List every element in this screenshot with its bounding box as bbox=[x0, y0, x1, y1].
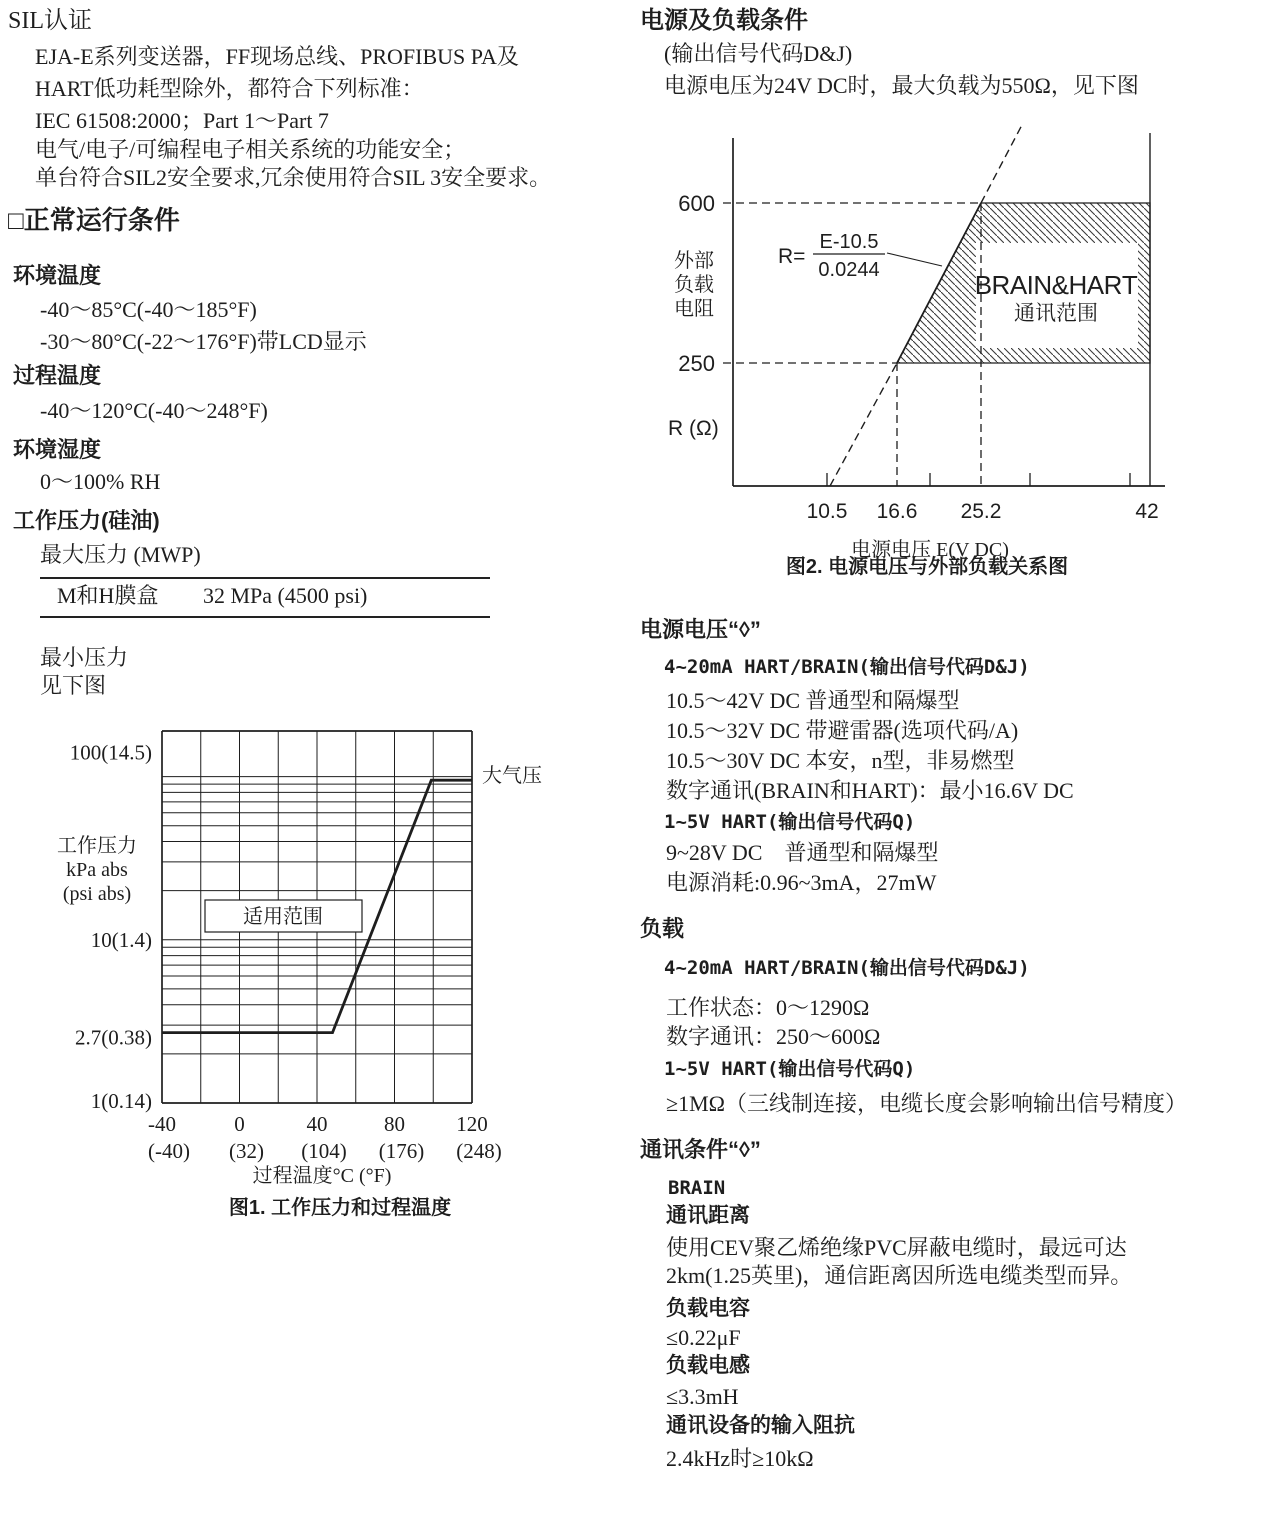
signal-mode-label: 1~5V HART(输出信号代码Q) bbox=[664, 811, 916, 833]
fig1-y-tick-label: 1(0.14) bbox=[90, 1089, 152, 1113]
comm-range-title: BRAIN&HART bbox=[974, 270, 1138, 300]
fig1-y-tick-label: 2.7(0.38) bbox=[75, 1025, 152, 1050]
spec-value: 10.5～30V DC 本安，n型，非易燃型 bbox=[666, 748, 1015, 773]
atmospheric-pressure-label: 大气压 bbox=[482, 765, 542, 787]
fig2-y-axis-unit: R (Ω) bbox=[668, 417, 719, 440]
fig2-y-axis-label: 外部 bbox=[674, 250, 714, 272]
fig1-y-axis-label: 工作压力 bbox=[57, 835, 137, 857]
spec-value: 数字通讯(BRAIN和HART)：最小16.6V DC bbox=[666, 778, 1074, 803]
fig1-x-axis-label: 过程温度°C (°F) bbox=[252, 1165, 392, 1187]
section-heading-load: 负载 bbox=[640, 916, 685, 941]
spec-value: 2.4kHz时≥10kΩ bbox=[666, 1446, 814, 1471]
section-heading-supply-voltage: 电源电压“◊” bbox=[640, 617, 761, 642]
figure2-svg bbox=[640, 110, 1272, 600]
spec-mwp-subheading: 最大压力 (MWP) bbox=[40, 542, 201, 567]
spec-process-temp-heading: 过程温度 bbox=[13, 363, 102, 388]
applicable-range-label: 适用范围 bbox=[243, 906, 323, 928]
fig1-y-tick-label: 100(14.5) bbox=[69, 740, 152, 765]
fig1-x-tick-celsius: -40 bbox=[148, 1112, 176, 1136]
comm-inductance-heading: 负载电感 bbox=[666, 1354, 750, 1377]
spec-value: 数字通讯：250～600Ω bbox=[666, 1024, 881, 1049]
comm-capacitance-heading: 负载电容 bbox=[666, 1297, 750, 1320]
fig1-x-tick-fahrenheit: (248) bbox=[456, 1139, 502, 1163]
figure2-supply-voltage-load-chart bbox=[640, 110, 1272, 600]
see-figure-note: 见下图 bbox=[40, 673, 107, 698]
figure2-caption: 图2. 电源电压与外部负载关系图 bbox=[785, 556, 1069, 578]
fig2-x-axis-label: 电源电压 E(V DC) bbox=[851, 539, 1009, 561]
signal-mode-label: 4~20mA HART/BRAIN(输出信号代码D&J) bbox=[664, 957, 1030, 979]
mwp-table-rule-top bbox=[40, 577, 490, 579]
spec-value: ≤0.22μF bbox=[666, 1325, 741, 1350]
fig1-x-tick-celsius: 80 bbox=[384, 1112, 405, 1136]
fig1-y-tick-label: 10(1.4) bbox=[90, 927, 152, 952]
sil-text-line: 单台符合SIL2安全要求,冗余使用符合SIL 3安全要求。 bbox=[35, 165, 552, 190]
fig1-x-tick-celsius: 40 bbox=[306, 1112, 328, 1136]
load-formula-lhs: R= bbox=[778, 245, 806, 268]
load-formula-denominator: 0.0244 bbox=[818, 259, 880, 281]
fig2-x-tick-label: 16.6 bbox=[876, 500, 918, 523]
sil-text-line: EJA-E系列变送器，FF现场总线、PROFIBUS PA及 bbox=[35, 44, 519, 69]
fig2-y-tick-label: 600 bbox=[678, 191, 715, 216]
load-formula-numerator: E-10.5 bbox=[819, 231, 879, 253]
sil-text-line: IEC 61508:2000；Part 1～Part 7 bbox=[35, 108, 329, 133]
fig1-y-axis-label: (psi abs) bbox=[62, 883, 132, 905]
fig2-y-axis-label: 负载 bbox=[674, 274, 714, 296]
power-load-subline: (输出信号代码D&J) bbox=[664, 41, 853, 66]
section-heading-normal-conditions: □正常运行条件 bbox=[8, 205, 180, 235]
spec-value: -30～80°C(-22～176°F)带LCD显示 bbox=[40, 329, 367, 354]
fig1-x-tick-celsius: 120 bbox=[456, 1112, 488, 1136]
spec-min-pressure-heading: 最小压力 bbox=[40, 645, 129, 670]
figure1-working-pressure-chart bbox=[40, 725, 620, 1230]
mwp-table-capsule-cell: M和H膜盒 bbox=[57, 583, 159, 608]
comm-impedance-heading: 通讯设备的输入阻抗 bbox=[666, 1414, 855, 1437]
fig1-y-axis-label: kPa abs bbox=[66, 859, 128, 881]
sil-text-line: HART低功耗型除外，都符合下列标准： bbox=[35, 76, 424, 101]
spec-value: 2km(1.25英里)，通信距离因所选电缆类型而异。 bbox=[666, 1263, 1133, 1288]
spec-value: 10.5～42V DC 普通型和隔爆型 bbox=[666, 688, 960, 713]
fig2-x-tick-label: 25.2 bbox=[960, 500, 1002, 523]
spec-humidity-heading: 环境湿度 bbox=[13, 437, 102, 462]
spec-value: 9~28V DC 普通型和隔爆型 bbox=[666, 840, 939, 865]
spec-value: 10.5～32V DC 带避雷器(选项代码/A) bbox=[666, 718, 1019, 743]
spec-value: -40～85°C(-40～185°F) bbox=[40, 297, 257, 322]
fig1-x-tick-fahrenheit: (176) bbox=[378, 1139, 425, 1163]
section-heading-power-load: 电源及负载条件 bbox=[640, 7, 808, 34]
spec-working-pressure-heading: 工作压力(硅油) bbox=[13, 508, 160, 533]
mwp-table-value-cell: 32 MPa (4500 psi) bbox=[203, 583, 368, 608]
figure1-svg bbox=[40, 725, 620, 1230]
fig1-x-tick-fahrenheit: (104) bbox=[301, 1139, 347, 1163]
spec-ambient-temp-heading: 环境温度 bbox=[13, 263, 102, 288]
spec-value: 工作状态：0～1290Ω bbox=[666, 995, 870, 1020]
sil-text-line: 电气/电子/可编程电子相关系统的功能安全； bbox=[35, 137, 466, 162]
spec-value: 使用CEV聚乙烯绝缘PVC屏蔽电缆时，最远可达 bbox=[666, 1235, 1127, 1260]
fig2-y-tick-label: 250 bbox=[678, 351, 715, 376]
section-heading-communication: 通讯条件“◊” bbox=[640, 1137, 761, 1162]
spec-value: 电源消耗:0.96~3mA，27mW bbox=[666, 870, 937, 895]
protocol-label: BRAIN bbox=[668, 1177, 726, 1199]
fig2-y-axis-label: 电阻 bbox=[674, 298, 714, 320]
fig2-x-tick-label: 10.5 bbox=[806, 500, 848, 523]
power-load-condition: 电源电压为24V DC时，最大负载为550Ω，见下图 bbox=[664, 73, 1139, 98]
fig2-x-tick-label: 42 bbox=[1135, 500, 1159, 523]
comm-range-subtitle: 通讯范围 bbox=[1014, 301, 1098, 325]
comm-distance-heading: 通讯距离 bbox=[666, 1204, 750, 1227]
section-heading-sil: SIL认证 bbox=[8, 8, 92, 34]
signal-mode-label: 4~20mA HART/BRAIN(输出信号代码D&J) bbox=[664, 656, 1030, 678]
figure1-caption: 图1. 工作压力和过程温度 bbox=[228, 1197, 452, 1219]
spec-value: ≤3.3mH bbox=[666, 1384, 739, 1409]
fig1-x-tick-fahrenheit: (32) bbox=[229, 1139, 264, 1163]
spec-value: -40～120°C(-40～248°F) bbox=[40, 398, 268, 423]
signal-mode-label: 1~5V HART(输出信号代码Q) bbox=[664, 1058, 916, 1080]
fig1-x-tick-celsius: 0 bbox=[234, 1112, 245, 1136]
mwp-table-rule-bottom bbox=[40, 616, 490, 618]
spec-value: 0～100% RH bbox=[40, 469, 161, 494]
spec-value: ≥1MΩ（三线制连接，电缆长度会影响输出信号精度） bbox=[666, 1091, 1187, 1116]
fig1-x-tick-fahrenheit: (-40) bbox=[148, 1139, 190, 1163]
